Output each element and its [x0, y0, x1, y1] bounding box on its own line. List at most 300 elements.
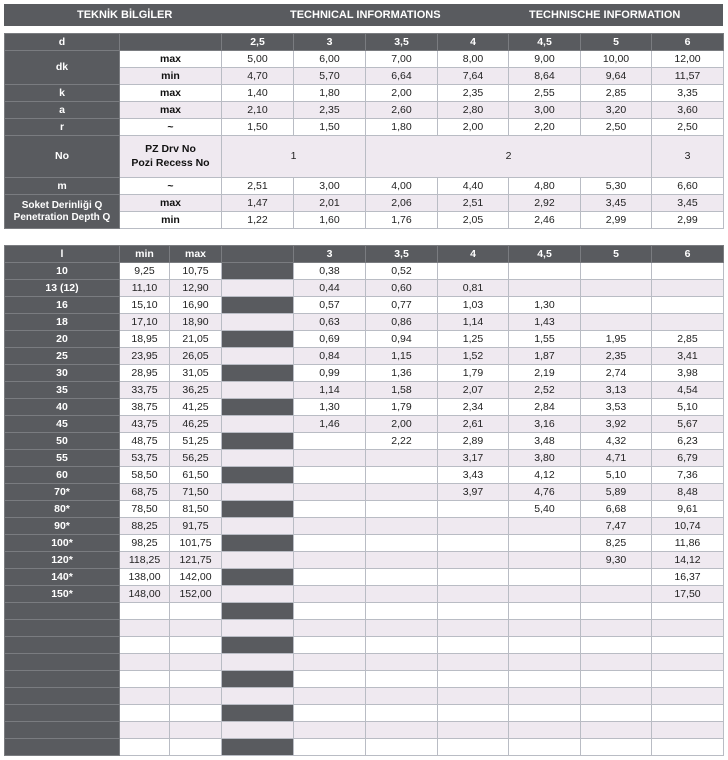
table-cell: [652, 688, 724, 705]
penetration-label: [5, 195, 120, 229]
table-cell: [652, 620, 724, 637]
table-cell: [509, 586, 581, 603]
table-cell: 6,79: [652, 450, 724, 467]
table-cell: 91,75: [170, 518, 222, 535]
length-label: [5, 688, 120, 705]
table-cell: 2,34: [438, 399, 509, 416]
param-label: dk: [5, 51, 120, 85]
table-cell: [294, 518, 366, 535]
table-cell: [366, 484, 438, 501]
table-cell: 142,00: [170, 569, 222, 586]
table-cell: [581, 688, 652, 705]
table-cell: [652, 637, 724, 654]
length-label: 30: [5, 365, 120, 382]
table-cell: [581, 263, 652, 280]
dimensions-table: [4, 33, 724, 229]
table-cell: [438, 722, 509, 739]
recess-label-line: Pozi Recess No: [131, 156, 210, 169]
table-cell: [294, 450, 366, 467]
table-cell: [438, 671, 509, 688]
table-cell: 1,80: [366, 119, 438, 136]
table-cell: 11,86: [652, 535, 724, 552]
table-row: [5, 136, 724, 178]
table-cell: 78,50: [120, 501, 170, 518]
table-cell: 31,05: [170, 365, 222, 382]
table-cell: [222, 382, 294, 399]
table-cell: [222, 416, 294, 433]
table-cell: [120, 739, 170, 756]
table-cell: [366, 518, 438, 535]
length-label: [5, 722, 120, 739]
table-cell: 2,89: [438, 433, 509, 450]
table-cell: 5,70: [294, 68, 366, 85]
table-row: [5, 119, 724, 136]
table-cell: [509, 280, 581, 297]
table-row: [5, 102, 724, 119]
header-title-tr: TEKNİK BİLGİLER: [77, 9, 173, 21]
table-cell: 4,12: [509, 467, 581, 484]
table-cell: [581, 297, 652, 314]
table-cell: 2,01: [294, 195, 366, 212]
table-row: [5, 637, 724, 654]
length-label: 60: [5, 467, 120, 484]
table-cell: 7,36: [652, 467, 724, 484]
table-cell: [366, 722, 438, 739]
table-cell: 5,00: [222, 51, 294, 68]
table-cell: 2,92: [509, 195, 581, 212]
table-cell: 2,07: [438, 382, 509, 399]
table-row: [5, 671, 724, 688]
table-cell: [294, 603, 366, 620]
table-cell: 0,57: [294, 297, 366, 314]
table-cell: 17,50: [652, 586, 724, 603]
table-cell: [581, 314, 652, 331]
table-cell: 46,25: [170, 416, 222, 433]
table-cell: 2,46: [509, 212, 581, 229]
table-cell: [438, 535, 509, 552]
table-cell: 2,84: [509, 399, 581, 416]
table-cell: 8,48: [652, 484, 724, 501]
table-row: [5, 603, 724, 620]
param-label: k: [5, 85, 120, 102]
table-cell: 1,14: [438, 314, 509, 331]
table-cell: [509, 722, 581, 739]
table-cell: 3,48: [509, 433, 581, 450]
table-cell: 2,35: [438, 85, 509, 102]
table-row: [5, 535, 724, 552]
length-label: 18: [5, 314, 120, 331]
table-cell: [652, 280, 724, 297]
table-cell: [438, 620, 509, 637]
table-cell: [294, 637, 366, 654]
sub-label: max: [120, 195, 222, 212]
table-cell: 1,95: [581, 331, 652, 348]
table-cell: 8,64: [509, 68, 581, 85]
table-row: [5, 654, 724, 671]
table-row: [5, 195, 724, 212]
table-cell: 5,89: [581, 484, 652, 501]
table-cell: [222, 603, 294, 620]
table-cell: [294, 552, 366, 569]
length-label: 80*: [5, 501, 120, 518]
table-cell: 2,60: [366, 102, 438, 119]
table-cell: [438, 518, 509, 535]
column-header: min: [120, 246, 170, 263]
param-label: m: [5, 178, 120, 195]
table-cell: [222, 671, 294, 688]
table-cell: 101,75: [170, 535, 222, 552]
table-row: [5, 433, 724, 450]
table-row: [5, 331, 724, 348]
column-header: 5: [581, 246, 652, 263]
table-cell: 2,10: [222, 102, 294, 119]
column-header: [222, 246, 294, 263]
table-cell: 4,70: [222, 68, 294, 85]
table-cell: 1,87: [509, 348, 581, 365]
table-cell: 9,00: [509, 51, 581, 68]
table-row: [5, 314, 724, 331]
recess-value: 3: [652, 136, 724, 178]
table-cell: [222, 722, 294, 739]
table-cell: [222, 535, 294, 552]
table-cell: [366, 637, 438, 654]
table-cell: 3,60: [652, 102, 724, 119]
table-cell: 1,79: [438, 365, 509, 382]
table-cell: [652, 654, 724, 671]
table-cell: [294, 620, 366, 637]
table-cell: [581, 280, 652, 297]
table-cell: [120, 620, 170, 637]
table-cell: [222, 501, 294, 518]
table-cell: [509, 552, 581, 569]
length-label: [5, 654, 120, 671]
table-cell: [581, 739, 652, 756]
table-cell: [294, 535, 366, 552]
table-cell: 0,77: [366, 297, 438, 314]
length-label: [5, 705, 120, 722]
table-cell: [581, 705, 652, 722]
table-cell: [509, 739, 581, 756]
table-cell: 51,25: [170, 433, 222, 450]
table-cell: [652, 314, 724, 331]
table-row: [5, 518, 724, 535]
table-cell: 121,75: [170, 552, 222, 569]
table-cell: [652, 722, 724, 739]
table-cell: 1,36: [366, 365, 438, 382]
table-cell: 18,95: [120, 331, 170, 348]
table-cell: 2,00: [438, 119, 509, 136]
table-header-row: [5, 246, 724, 263]
table-cell: 4,54: [652, 382, 724, 399]
header-title-de: TECHNISCHE INFORMATION: [529, 9, 681, 21]
table-cell: [438, 569, 509, 586]
table-cell: 48,75: [120, 433, 170, 450]
table-cell: [170, 722, 222, 739]
table-cell: 9,61: [652, 501, 724, 518]
table-cell: [294, 688, 366, 705]
recess-value: 1: [222, 136, 366, 178]
table-cell: [652, 297, 724, 314]
table-cell: [581, 671, 652, 688]
table-cell: 26,05: [170, 348, 222, 365]
table-cell: 4,71: [581, 450, 652, 467]
header-bar: [4, 4, 723, 26]
table-cell: 1,30: [294, 399, 366, 416]
table-cell: [170, 705, 222, 722]
table-cell: [438, 552, 509, 569]
table-row: [5, 178, 724, 195]
table-cell: [170, 739, 222, 756]
table-cell: 0,84: [294, 348, 366, 365]
table-cell: 1,50: [294, 119, 366, 136]
table-cell: 2,50: [581, 119, 652, 136]
length-label: 140*: [5, 569, 120, 586]
table-cell: 1,79: [366, 399, 438, 416]
table-cell: 2,52: [509, 382, 581, 399]
table-cell: [366, 501, 438, 518]
table-row: [5, 450, 724, 467]
table-cell: 1,22: [222, 212, 294, 229]
sub-label: max: [120, 102, 222, 119]
table-cell: [581, 637, 652, 654]
table-cell: [509, 637, 581, 654]
table-cell: [438, 637, 509, 654]
table-cell: 0,81: [438, 280, 509, 297]
table-cell: 12,90: [170, 280, 222, 297]
table-cell: [366, 586, 438, 603]
table-cell: [438, 501, 509, 518]
table-cell: [509, 705, 581, 722]
length-label: [5, 671, 120, 688]
table-cell: [222, 450, 294, 467]
table-cell: [652, 263, 724, 280]
table-cell: 17,10: [120, 314, 170, 331]
table-cell: [294, 467, 366, 484]
table-cell: [509, 263, 581, 280]
recess-label-line: PZ Drv No: [145, 143, 196, 156]
column-header: 4,5: [509, 34, 581, 51]
length-label: [5, 603, 120, 620]
column-header: l: [5, 246, 120, 263]
table-cell: [366, 620, 438, 637]
length-label: 20: [5, 331, 120, 348]
table-row: [5, 705, 724, 722]
table-cell: 11,57: [652, 68, 724, 85]
table-cell: 9,64: [581, 68, 652, 85]
table-cell: 2,85: [652, 331, 724, 348]
table-cell: 0,63: [294, 314, 366, 331]
table-cell: [366, 739, 438, 756]
table-cell: 10,75: [170, 263, 222, 280]
table-cell: [222, 467, 294, 484]
table-cell: [222, 365, 294, 382]
table-cell: [581, 603, 652, 620]
table-cell: 1,80: [294, 85, 366, 102]
table-cell: 3,45: [652, 195, 724, 212]
table-cell: 1,43: [509, 314, 581, 331]
table-cell: 2,06: [366, 195, 438, 212]
table-cell: 23,95: [120, 348, 170, 365]
table-cell: 0,52: [366, 263, 438, 280]
table-cell: 6,23: [652, 433, 724, 450]
table-row: [5, 365, 724, 382]
table-cell: 88,25: [120, 518, 170, 535]
table-cell: 1,03: [438, 297, 509, 314]
param-label: a: [5, 102, 120, 119]
table-cell: [222, 484, 294, 501]
table-cell: 1,76: [366, 212, 438, 229]
table-row: [5, 51, 724, 68]
table-cell: 2,99: [581, 212, 652, 229]
table-cell: [222, 433, 294, 450]
table-row: [5, 280, 724, 297]
table-cell: 2,85: [581, 85, 652, 102]
table-cell: [509, 569, 581, 586]
table-cell: 2,50: [652, 119, 724, 136]
table-cell: 1,58: [366, 382, 438, 399]
column-header: max: [170, 246, 222, 263]
table-cell: [222, 739, 294, 756]
table-cell: 2,99: [652, 212, 724, 229]
table-cell: 21,05: [170, 331, 222, 348]
sub-label: min: [120, 68, 222, 85]
table-cell: 8,00: [438, 51, 509, 68]
table-cell: [652, 603, 724, 620]
table-cell: 2,05: [438, 212, 509, 229]
table-cell: 68,75: [120, 484, 170, 501]
table-cell: 98,25: [120, 535, 170, 552]
table-cell: 61,50: [170, 467, 222, 484]
table-cell: 3,13: [581, 382, 652, 399]
table-cell: 9,30: [581, 552, 652, 569]
recess-label: [120, 136, 222, 178]
table-cell: [366, 569, 438, 586]
length-label: [5, 637, 120, 654]
table-cell: 3,98: [652, 365, 724, 382]
table-cell: 0,38: [294, 263, 366, 280]
recess-value: 2: [366, 136, 652, 178]
table-cell: [294, 569, 366, 586]
table-cell: [294, 722, 366, 739]
table-cell: 2,55: [509, 85, 581, 102]
table-row: [5, 34, 724, 51]
table-cell: 36,25: [170, 382, 222, 399]
table-cell: 2,61: [438, 416, 509, 433]
table-cell: [222, 620, 294, 637]
table-cell: [120, 603, 170, 620]
table-cell: 148,00: [120, 586, 170, 603]
table-cell: [509, 654, 581, 671]
length-label: 16: [5, 297, 120, 314]
table-cell: [120, 654, 170, 671]
table-cell: [222, 331, 294, 348]
table-cell: 2,35: [581, 348, 652, 365]
table-row: [5, 501, 724, 518]
table-cell: 41,25: [170, 399, 222, 416]
table-cell: 0,44: [294, 280, 366, 297]
table-cell: [170, 688, 222, 705]
table-row: [5, 297, 724, 314]
column-header: 2,5: [222, 34, 294, 51]
table-cell: [222, 348, 294, 365]
table-row: [5, 688, 724, 705]
table-cell: [438, 688, 509, 705]
table-cell: [438, 603, 509, 620]
table-cell: 1,52: [438, 348, 509, 365]
table-cell: 1,50: [222, 119, 294, 136]
table-cell: 7,47: [581, 518, 652, 535]
length-label: 70*: [5, 484, 120, 501]
table-cell: 7,00: [366, 51, 438, 68]
table-row: [5, 399, 724, 416]
table-cell: [222, 263, 294, 280]
table-cell: [222, 637, 294, 654]
table-cell: 6,64: [366, 68, 438, 85]
table-cell: [509, 688, 581, 705]
length-label: [5, 739, 120, 756]
table-cell: 2,51: [222, 178, 294, 195]
table-cell: 3,92: [581, 416, 652, 433]
table-cell: 6,68: [581, 501, 652, 518]
length-label: 35: [5, 382, 120, 399]
table-cell: 0,60: [366, 280, 438, 297]
table-row: [5, 722, 724, 739]
table-cell: 43,75: [120, 416, 170, 433]
table-cell: 28,95: [120, 365, 170, 382]
table-cell: 1,55: [509, 331, 581, 348]
length-label: 100*: [5, 535, 120, 552]
column-header: 5: [581, 34, 652, 51]
table-cell: 12,00: [652, 51, 724, 68]
table-cell: [509, 603, 581, 620]
table-cell: 53,75: [120, 450, 170, 467]
table-cell: 5,10: [581, 467, 652, 484]
table-cell: 3,80: [509, 450, 581, 467]
table-cell: 138,00: [120, 569, 170, 586]
table-cell: 5,67: [652, 416, 724, 433]
table-cell: [120, 637, 170, 654]
sub-label: min: [120, 212, 222, 229]
table-cell: 3,00: [294, 178, 366, 195]
table-cell: 0,94: [366, 331, 438, 348]
length-label: 13 (12): [5, 280, 120, 297]
table-cell: 3,53: [581, 399, 652, 416]
table-cell: [366, 450, 438, 467]
table-cell: [222, 399, 294, 416]
table-cell: [438, 739, 509, 756]
table-cell: 11,10: [120, 280, 170, 297]
table-cell: [120, 671, 170, 688]
table-cell: 16,37: [652, 569, 724, 586]
table-cell: 152,00: [170, 586, 222, 603]
table-row: [5, 263, 724, 280]
sub-label: [120, 34, 222, 51]
column-header: 6: [652, 34, 724, 51]
table-cell: 16,90: [170, 297, 222, 314]
table-cell: [222, 569, 294, 586]
table-cell: [581, 722, 652, 739]
table-cell: 2,74: [581, 365, 652, 382]
table-cell: [509, 620, 581, 637]
table-cell: [438, 263, 509, 280]
table-cell: 5,40: [509, 501, 581, 518]
table-cell: [366, 688, 438, 705]
table-cell: 18,90: [170, 314, 222, 331]
table-cell: [222, 705, 294, 722]
column-header: 6: [652, 246, 724, 263]
table-row: [5, 348, 724, 365]
table-cell: 14,12: [652, 552, 724, 569]
